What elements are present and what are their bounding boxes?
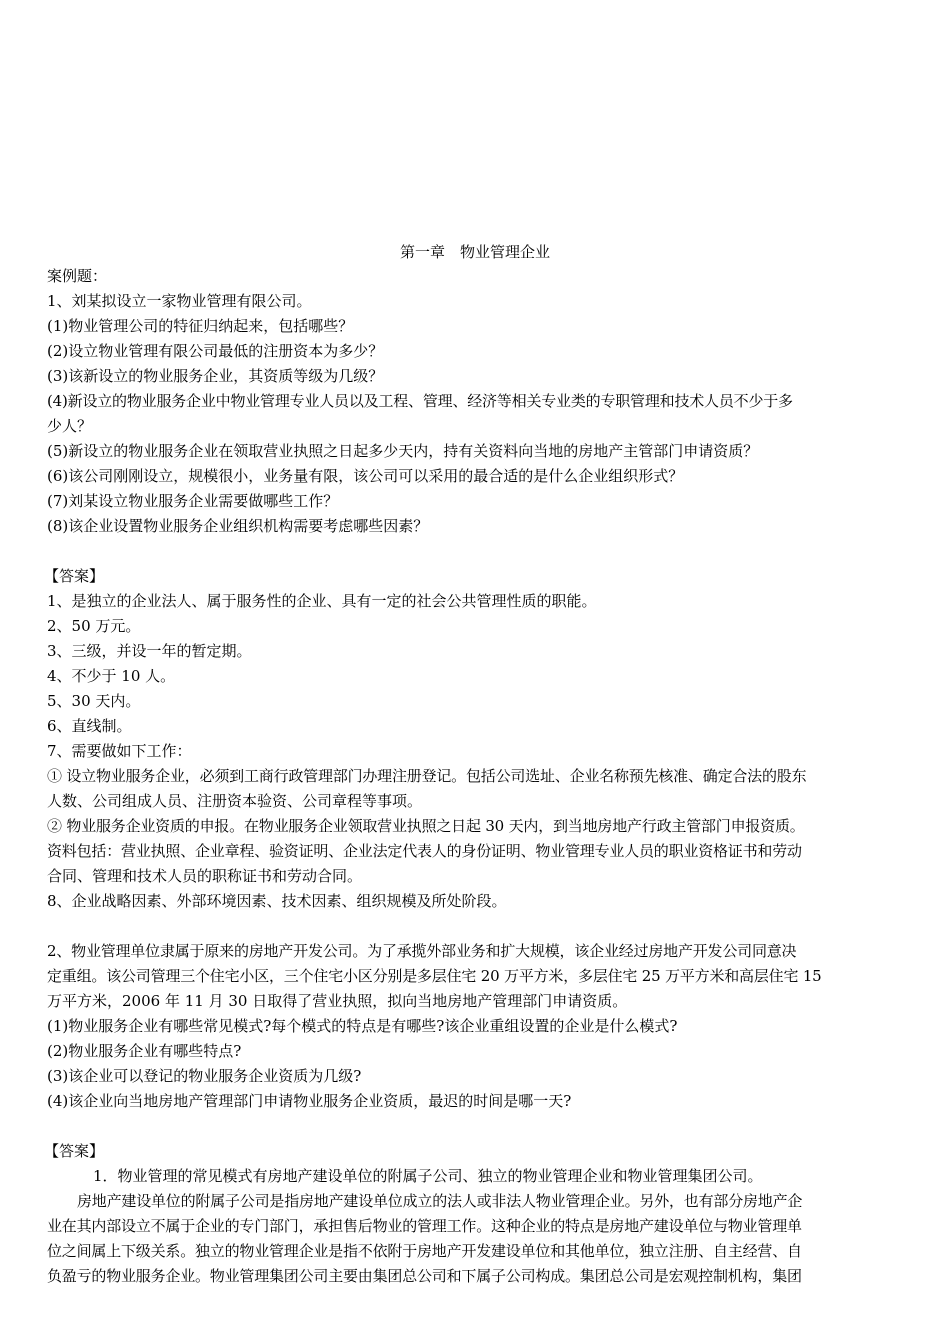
case1-answers xyxy=(47,589,907,914)
question-line: 少人？ xyxy=(47,417,93,435)
answer-line: 人数、公司组成人员、注册资本验资、公司章程等事项。 xyxy=(47,792,423,810)
answer-line: 4、不少于 10 人。 xyxy=(47,667,176,685)
question-line: (6)该公司刚刚设立，规模很小，业务量有限，该公司可以采用的最合适的是什么企业组织形式？ xyxy=(47,467,684,485)
answer-line: 8、企业战略因素、外部环境因素、技术因素、组织规模及所处阶段。 xyxy=(47,892,507,910)
case1-intro: 1、刘某拟设立一家物业管理有限公司。 xyxy=(47,292,312,310)
question-line: (2)设立物业管理有限公司最低的注册资本为多少？ xyxy=(47,342,384,360)
answer-line: 位之间属上下级关系。独立的物业管理企业是指不依附于房地产开发建设单位和其他单位，独立注册、自主经营、自 xyxy=(47,1242,802,1260)
case2-intro-line: 定重组。该公司管理三个住宅小区，三个住宅小区分别是多层住宅 20 万平方米，多层住宅 25 万平方米和高层住宅 15 xyxy=(47,967,822,985)
answer-line: ② 物业服务企业资质的申报。在物业服务企业领取营业执照之日起 30 天内，到当地房地产行政主管部门申报资质。 xyxy=(47,817,805,835)
answer-line: 2、50 万元。 xyxy=(47,617,141,635)
question-line: (3)该企业可以登记的物业服务企业资质为几级? xyxy=(47,1067,362,1085)
question-line: (8)该企业设置物业服务企业组织机构需要考虑哪些因素？ xyxy=(47,517,429,535)
case1-questions xyxy=(47,314,907,539)
question-line: (5)新设立的物业服务企业在领取营业执照之日起多少天内，持有关资料向当地的房地产主管部门申请资质？ xyxy=(47,442,759,460)
case2-intro xyxy=(47,939,907,1014)
answer-line: 1、是独立的企业法人、属于服务性的企业、具有一定的社会公共管理性质的职能。 xyxy=(47,592,597,610)
case2-answers xyxy=(47,1164,907,1289)
answer-line: 合同、管理和技术人员的职称证书和劳动合同。 xyxy=(47,867,363,885)
answer-line: 资料包括：营业执照、企业章程、验资证明、企业法定代表人的身份证明、物业管理专业人员的职业资格证书和劳动 xyxy=(47,842,802,860)
question-line: (7)刘某设立物业服务企业需要做哪些工作？ xyxy=(47,492,339,510)
answer-line: ① 设立物业服务企业，必须到工商行政管理部门办理注册登记。包括公司选址、企业名称预先核准、确定合法的股东 xyxy=(47,767,807,785)
question-line: (3)该新设立的物业服务企业，其资质等级为几级？ xyxy=(47,367,384,385)
document-body xyxy=(44,264,907,1289)
chapter-title: 第一章 物业管理企业 xyxy=(399,243,550,261)
answer-heading: 【答案】 xyxy=(44,567,105,585)
case2-intro-line: 万平方米，2006 年 11 月 30 日取得了营业执照，拟向当地房地产管理部门申请资质。 xyxy=(47,992,628,1010)
answer-line: 负盈亏的物业服务企业。物业管理集团公司主要由集团总公司和下属子公司构成。集团总公司是宏观控制机构，集团 xyxy=(47,1267,802,1285)
answer-heading: 【答案】 xyxy=(44,1142,105,1160)
answer-line: 7、需要做如下工作： xyxy=(47,742,192,760)
answer-line: 业在其内部设立不属于企业的专门部门，承担售后物业的管理工作。这种企业的特点是房地产建设单位与物业管理单 xyxy=(47,1217,802,1235)
question-line: (1)物业管理公司的特征归纳起来，包括哪些？ xyxy=(47,317,354,335)
answer-line: 3、三级，并设一年的暂定期。 xyxy=(47,642,252,660)
answer-line: 房地产建设单位的附属子公司是指房地产建设单位成立的法人或非法人物业管理企业。另外，也有部分房地产企 xyxy=(77,1192,803,1210)
question-line: (1)物业服务企业有哪些常见模式?每个模式的特点是有哪些?该企业重组设置的企业是什么模式? xyxy=(47,1017,678,1035)
case2-questions xyxy=(47,1014,907,1114)
case-heading: 案例题： xyxy=(47,267,108,285)
question-line: (2)物业服务企业有哪些特点? xyxy=(47,1042,242,1060)
case2-intro-line: 2、物业管理单位隶属于原来的房地产开发公司。为了承揽外部业务和扩大规模，该企业经过房地产开发公司同意决 xyxy=(47,942,797,960)
question-line: (4)新设立的物业服务企业中物业管理专业人员以及工程、管理、经济等相关专业类的专职管理和技术人员不少于多 xyxy=(47,392,793,410)
question-line: (4)该企业向当地房地产管理部门申请物业服务企业资质，最迟的时间是哪一天? xyxy=(47,1092,572,1110)
answer-line: 6、直线制。 xyxy=(47,717,132,735)
answer-line: 5、30 天内。 xyxy=(47,692,141,710)
answer-line: 1．物业管理的常见模式有房地产建设单位的附属子公司、独立的物业管理企业和物业管理集团公司。 xyxy=(93,1167,763,1185)
